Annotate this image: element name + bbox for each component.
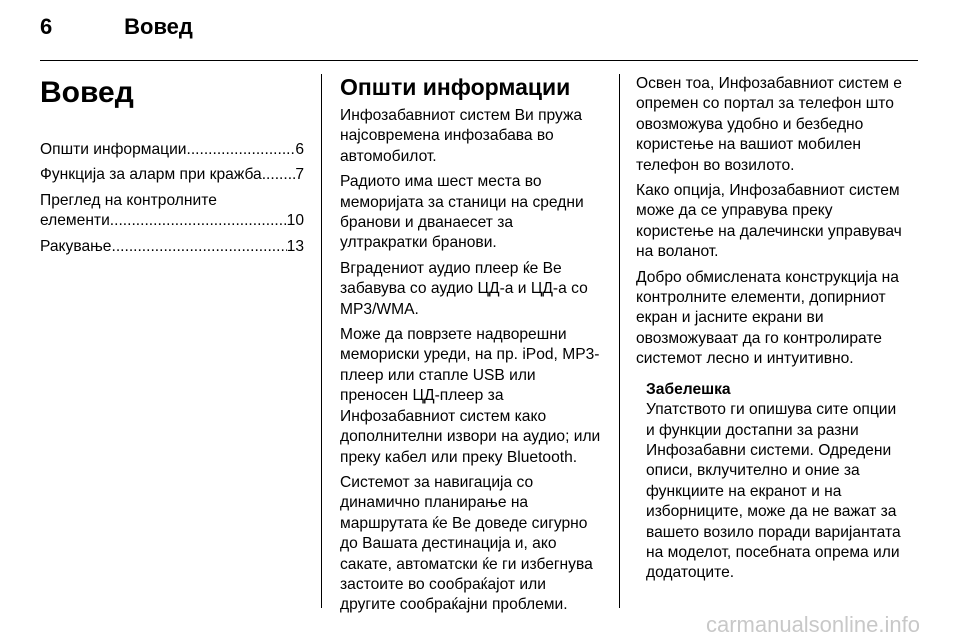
toc-item-general-info[interactable] — [40, 140, 304, 160]
toc-item-label: Функција за аларм при кражба — [40, 166, 262, 184]
toc-item-page: 7 — [295, 166, 304, 184]
note-box — [646, 380, 908, 584]
header-rule — [40, 60, 918, 61]
toc-column — [40, 74, 304, 262]
toc-dot-leader — [187, 140, 296, 160]
section-heading: Општи информации — [340, 74, 571, 100]
column-divider-2 — [619, 74, 620, 608]
toc-item-page: 13 — [286, 237, 304, 255]
toc-item-line — [40, 211, 304, 231]
paragraph: Може да поврзете надворешни мемориски уреди, на пр. iPod, MP3-плеер или стапле USB или преносен ЦД-плеер за Инфозабавниот систем како дополнителни извори на аудио; или преку кабел или преку Bluetooth. — [340, 326, 601, 466]
toc-dot-leader — [262, 165, 296, 185]
paragraph: Инфозабавниот систем Ви пружа најсовремена инфозабава во автомобилот. — [340, 107, 583, 165]
toc-item-label: елементи — [40, 212, 110, 230]
column-divider-1 — [321, 74, 322, 608]
paragraph: Како опција, Инфозабавниот систем може да се управува преку користење на далечински управувач на воланот. — [636, 182, 902, 261]
watermark-text: carmanualsonline.info — [705, 612, 920, 637]
paragraph: Радиото има шест места во меморијата за станици на средни бранови и дванаесет за ултракратки бранови. — [340, 173, 584, 252]
paragraph: Вградениот аудио плеер ќе Ве забавува со аудио ЦД-а и ЦД-а со MP3/WMA. — [340, 259, 588, 318]
note-title: Забелешка — [646, 380, 731, 398]
toc-item-theft-alarm[interactable] — [40, 165, 304, 185]
toc-item-controls-overview[interactable] — [40, 191, 304, 232]
page-number: 6 — [40, 14, 53, 39]
toc-dot-leader — [111, 237, 286, 257]
toc-item-label: Општи информации — [40, 141, 187, 158]
header-title: Вовед — [124, 14, 193, 39]
note-text: Упатството ги опишува сите опции и функции достапни за разни Инфозабавни системи. Одредени описи, вклучително и оние за функциите на екранот и на изборниците, може да не важат за вашето возило поради варијантата на моделот, посебната опрема или додатоците. — [646, 401, 901, 582]
toc-item-page: 6 — [295, 141, 304, 158]
page-header — [40, 14, 193, 40]
general-info-column — [340, 74, 604, 621]
continued-column — [636, 74, 908, 589]
toc-item-label: Преглед на контролните — [40, 191, 217, 209]
toc-item-page: 10 — [286, 212, 304, 230]
toc-item-label: Ракување — [40, 237, 112, 255]
paragraph: Системот за навигација со динамично планирање на маршрутата ќе Ве доведе сигурно до Вашата дестинација и, ако сакате, автоматски ќе ги избегнува застоите во сообраќајот или другите сообраќајни проблеми. — [340, 473, 593, 614]
toc-title: Вовед — [40, 76, 134, 109]
toc-item-operation[interactable] — [40, 237, 304, 257]
toc-dot-leader — [110, 211, 287, 231]
paragraph: Освен тоа, Инфозабавниот систем е опремен со портал за телефон што овозможува удобно и безбедно користење на вашиот мобилен телефон во возилото. — [636, 75, 902, 174]
paragraph: Добро обмислената конструкција на контролните елементи, допирниот екран и јасните екрани ви овозможуваат да го контролирате системот лесно и интуитивно. — [636, 268, 899, 368]
